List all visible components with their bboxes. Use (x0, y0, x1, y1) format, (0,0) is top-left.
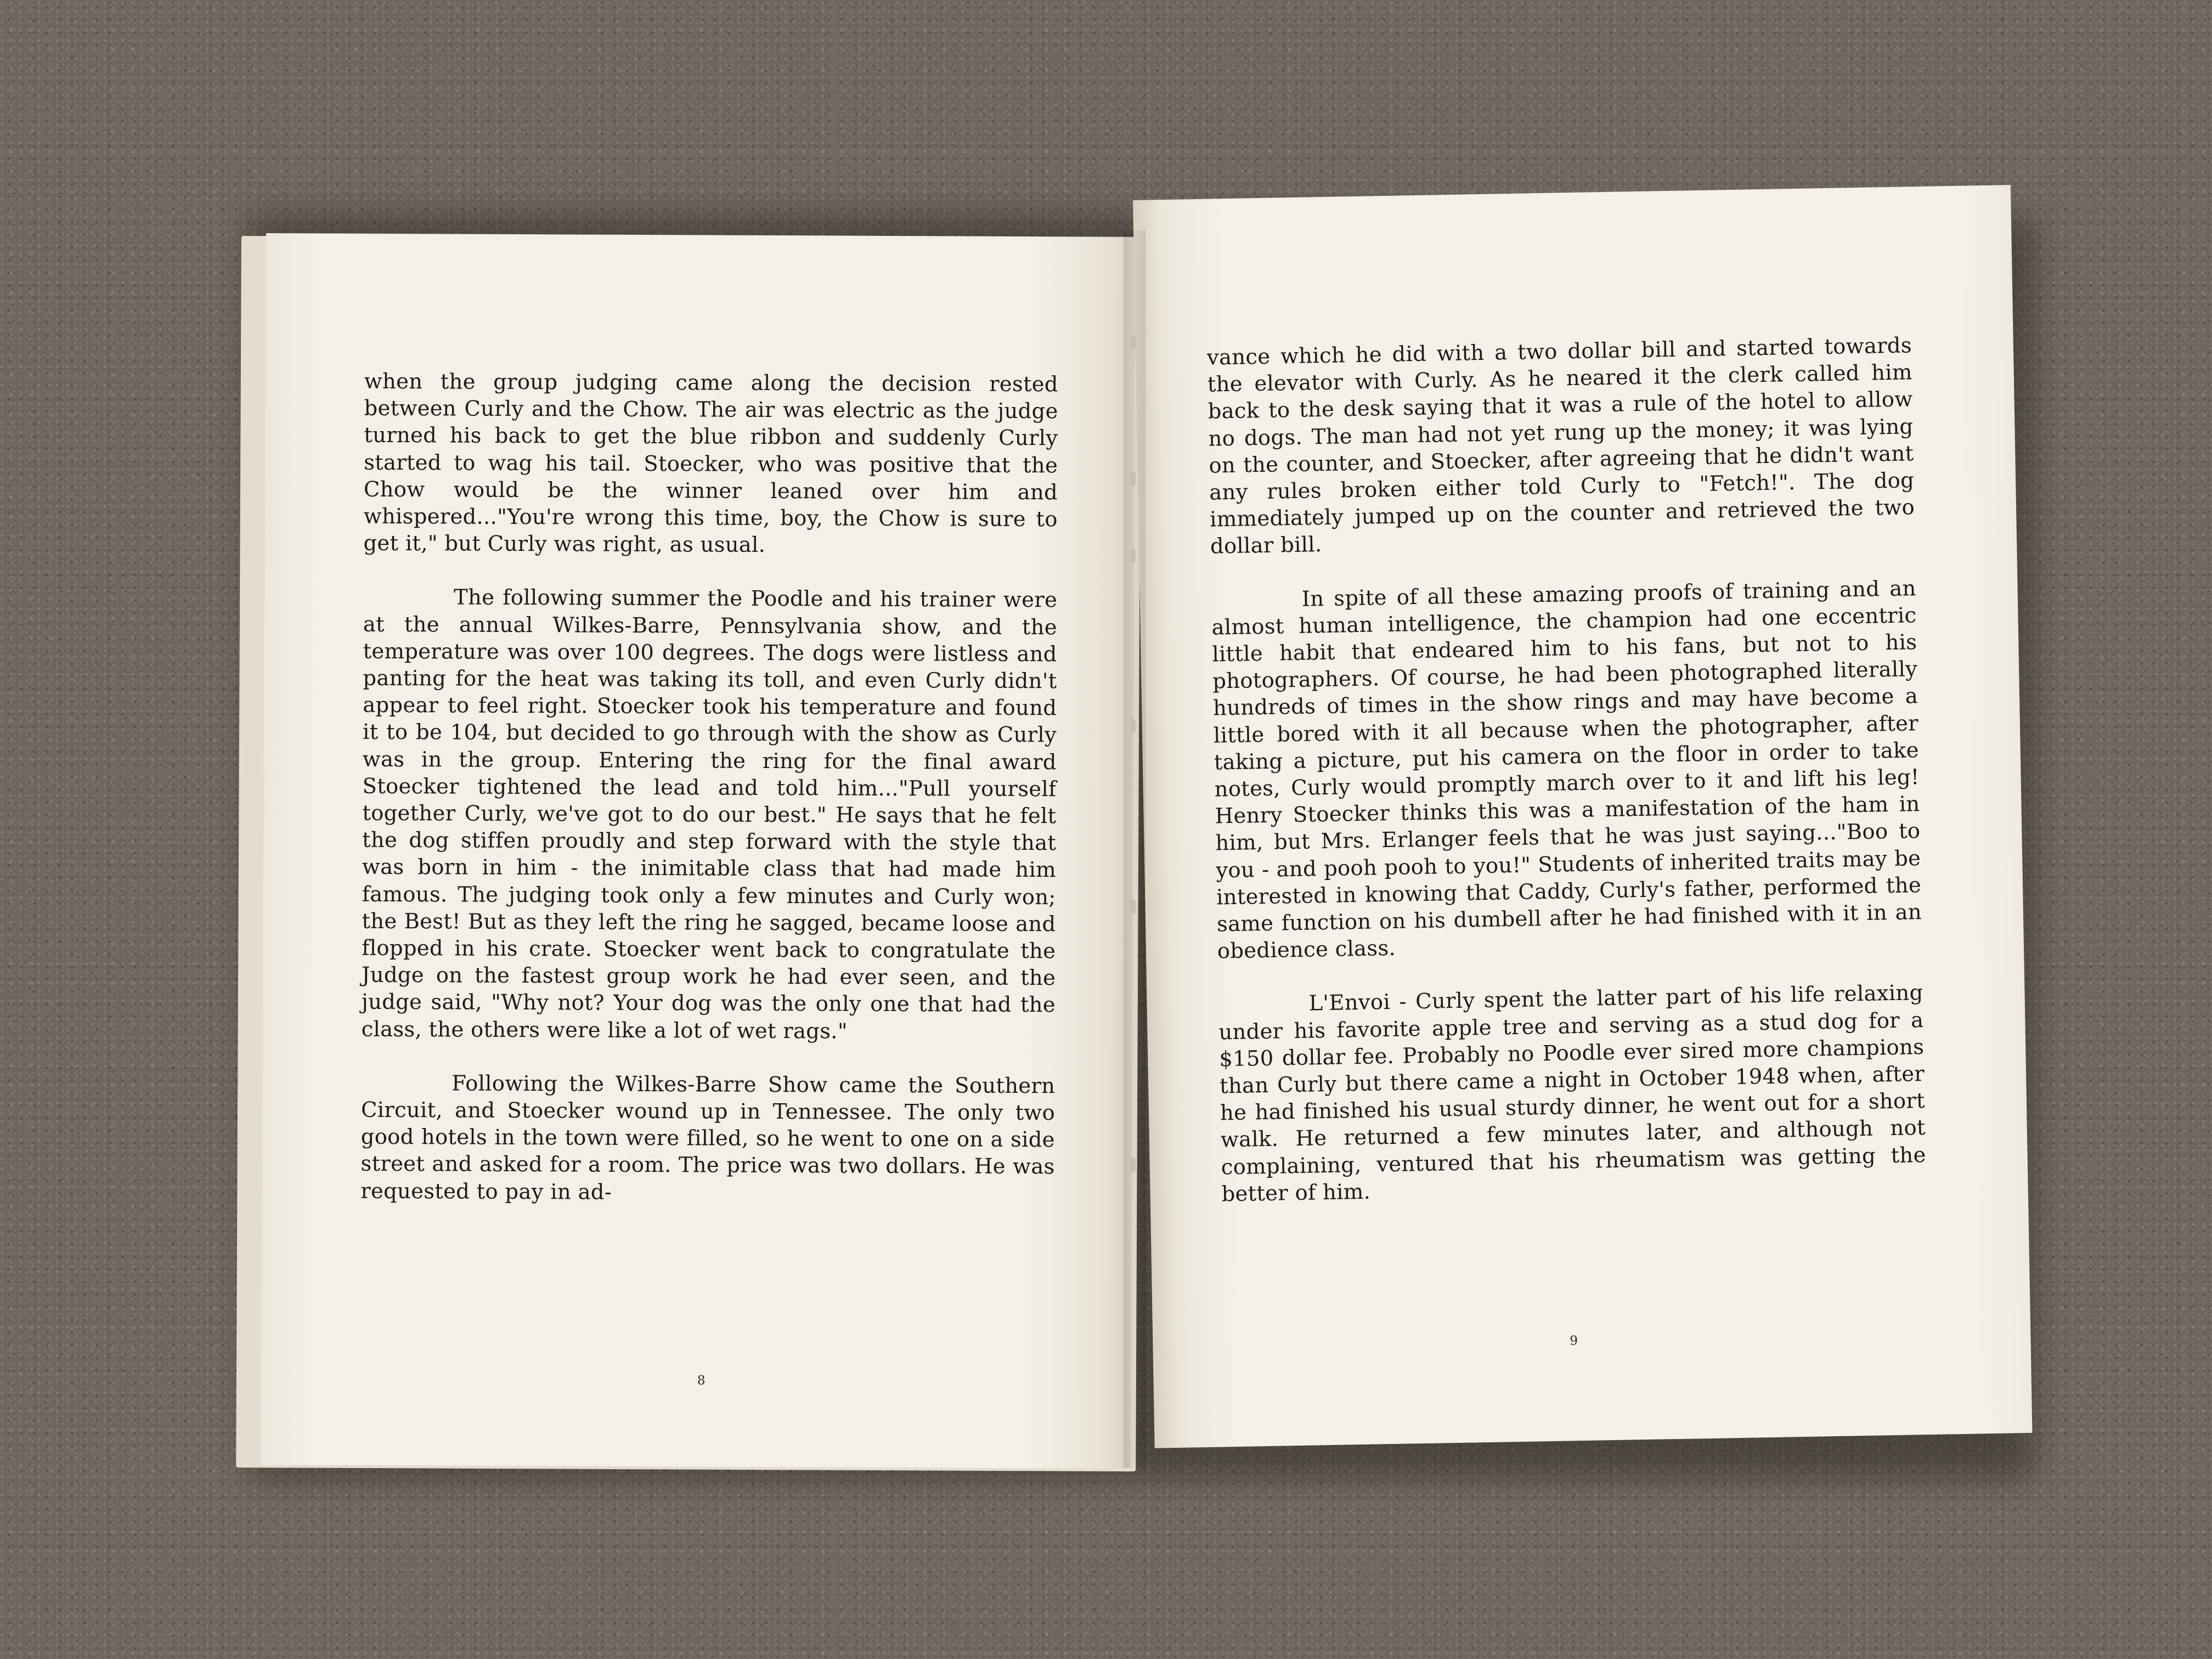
paragraph: vance which he did with a two dollar bill and started towards the elevator with Curly. As he neared it the clerk called him back to the desk saying that it was a rule of the hotel to allow no dogs. The man had not yet rung up the money; it was lying on the counter, and Stoecker, after agreeing that he didn't want any rules broken either told Curly to "Fetch!". The dog immediately jumped up on the counter and retrieved the two dollar bill. (1206, 333, 1915, 560)
page-number: 8 (697, 1373, 706, 1388)
right-page-text (1207, 332, 1927, 1234)
paragraph: when the group judging came along the decision rested between Curly and the Chow. The air was electric as the judge turned his back to get the blue ribbon and suddenly Curly started to wag his tail. Stoecker, who was positive that the Chow would be the winner leaned over him and whispered..."You're wrong this time, boy, the Chow is sure to get it," but Curly was right, as usual. (363, 369, 1058, 558)
paragraph: Following the Wilkes-Barre Show came the Southern Circuit, and Stoecker wound up in Tennessee. The only two good hotels in the town were filled, so he went to one on a side street and asked for a room. The price was two dollars. He was requested to pay in ad- (360, 1071, 1056, 1205)
right-page (1133, 185, 2032, 1448)
binding-staple (1130, 472, 1136, 486)
binding-staple (1130, 900, 1136, 914)
binding-staple (1130, 335, 1136, 349)
left-page (261, 233, 1136, 1469)
book-gutter (1124, 230, 1146, 1468)
paragraph: The following summer the Poodle and his trainer were at the annual Wilkes-Barre, Pennsylvania show, and the temperature was over 100 degrees. The dogs were listless and panting for the heat was taking its toll, and even Curly didn't appear to feel right. Stoecker took his temperature and found it to be 104, but decided to go through with the show as Curly was in the group. Entering the ring for the final award Stoecker tightened the lead and told him..."Pull yourself together Curly, we've got to do our best." He says that he felt the dog stiffen proudly and step forward with the style that was born in him - the inimitable class that had made him famous. The judging took only a few minutes and Curly won; the Best! But as they left the ring he sagged, became loose and flopped in his crate. Stoecker went back to congratulate the Judge on the fastest group work he had ever seen, and the judge said, "Why not? Your dog was the only one that had the class, the others were like a lot of wet rags." (361, 585, 1058, 1044)
binding-staple (1130, 1158, 1136, 1172)
paragraph: L'Envoi - Curly spent the latter part of his life relaxing under his favorite apple tree and serving as a stud dog for a $150 dollar fee. Probably no Poodle ever sired more champions than Curly but there came a night in October 1948 when, after he had finished his usual sturdy dinner, he went out for a short walk. He returned a few minutes later, and although not complaining, ventured that his rheumatism was getting the better of him. (1218, 980, 1926, 1207)
binding-staple (1130, 549, 1136, 563)
left-page-text (360, 368, 1058, 1234)
binding-staple (1130, 719, 1136, 733)
paragraph: In spite of all these amazing proofs of training and an almost human intelligence, the champion had one eccentric little habit that endeared him to his fans, but not to his photographers. Of course, he had been photographed literally hundreds of times in the show rings and may have become a little bored with it all because when the photographer, after taking a picture, put his camera on the floor in order to take notes, Curly would promptly march over to it and lift his leg! Henry Stoecker thinks this was a manifestation of the ham in him, but Mrs. Erlanger feels that he was just saying..."Boo to you - and pooh pooh to you!" Students of inherited traits may be interested in knowing that Caddy, Curly's father, performed the same function on his dumbell after he had finished with it in an obedience class. (1211, 575, 1922, 964)
page-number: 9 (1570, 1334, 1578, 1348)
